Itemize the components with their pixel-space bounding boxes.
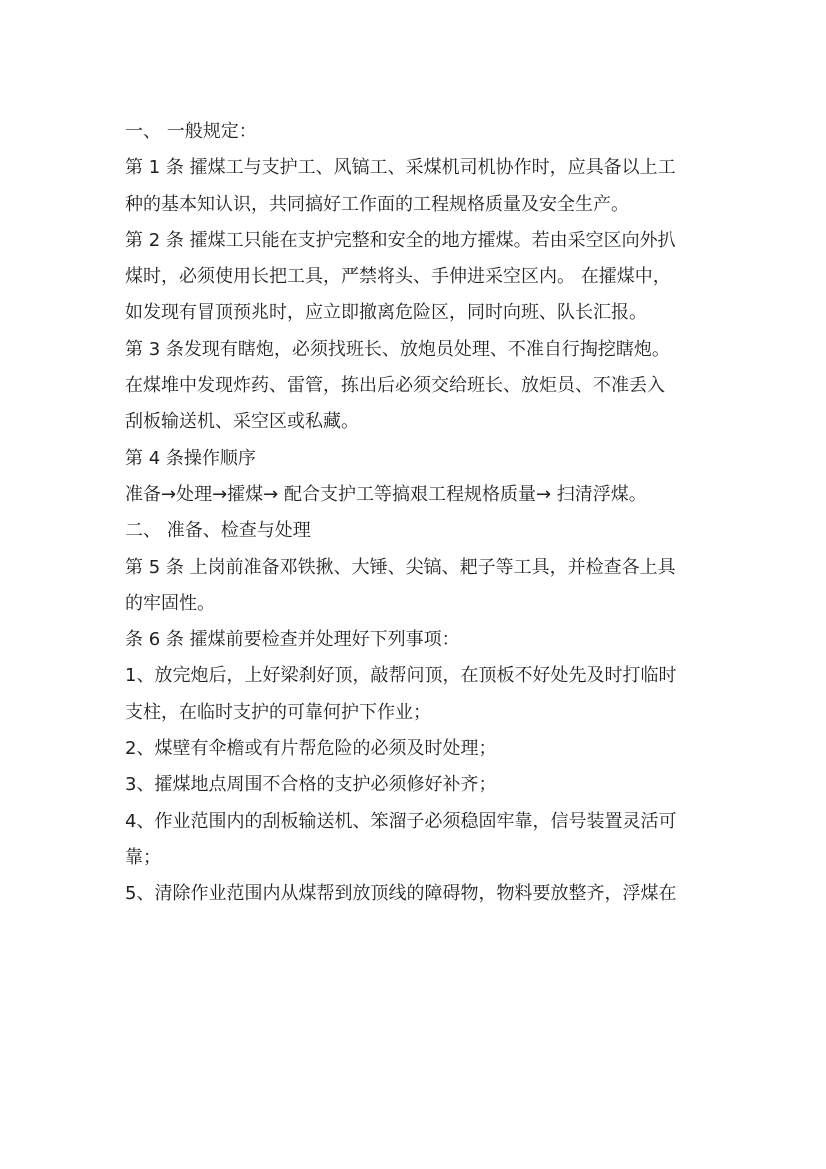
list-item-line: 靠； <box>125 846 161 868</box>
text-line: 准备→处理→攉煤→ 配合支护工等搞艰工程规格质量→ 扫清浮煤。 <box>125 483 647 505</box>
list-item-line: 3、攉煤地点周围不合格的支护必须修好补齐； <box>125 774 497 796</box>
text-line: 如发现有冒顶预兆时，应立即撤离危险区，同时向班、队长汇报。 <box>125 302 647 324</box>
list-item-line: 支柱，在临时支护的可靠何护下作业； <box>125 701 431 723</box>
list-item-line: 1、放完炮后，上好梁刹好顶，敲帮问顶，在顶板不好处先及时打临时 <box>125 665 677 687</box>
text-line: 第 3 条发现有瞎炮，必须找班长、放炮员处理、不准自行掏挖瞎炮。 <box>125 338 670 360</box>
section-heading-preparation: 二、 准备、检查与处理 <box>125 520 311 542</box>
list-item-line: 2、煤壁有伞檐或有片帮危险的必须及时处理； <box>125 738 497 760</box>
text-line: 第 2 条 攉煤工只能在支护完整和安全的地方攉煤。若由采空区向外扒 <box>125 229 676 251</box>
text-line: 条 6 条 攉煤前要检查并处理好下列事项： <box>125 629 460 651</box>
text-line: 的牢固性。 <box>125 592 215 614</box>
text-line: 种的基本知认识，共同搞好工作面的工程规格质量及安全生产。 <box>125 193 629 215</box>
list-item-line: 4、作业范围内的刮板输送机、笨溜子必须稳固牢靠，信号装置灵活可 <box>125 810 677 832</box>
text-line: 第 5 条 上岗前准备邓铁揪、大锤、尖镐、耙子等工具，并检查各上具 <box>125 556 676 578</box>
text-line: 在煤堆中发现炸药、雷管，拣出后必须交给班长、放炬员、不准丢入 <box>125 375 665 397</box>
document-body <box>125 114 710 913</box>
text-line: 刮板输送机、采空区或私藏。 <box>125 411 359 433</box>
text-line: 第 1 条 攉煤工与支护工、风镐工、采煤机司机协作时，应具备以上工 <box>125 157 676 179</box>
list-item-line: 5、清除作业范围内从煤帮到放顶线的障碍物，物料要放整齐，浮煤在 <box>125 883 677 905</box>
text-line: 第 4 条操作顺序 <box>125 447 256 469</box>
section-heading-general-rules: 一、 一般规定： <box>125 121 257 142</box>
text-line: 煤时，必须使用长把工具，严禁将头、手伸进采空区内。 在攉煤中， <box>125 266 671 288</box>
